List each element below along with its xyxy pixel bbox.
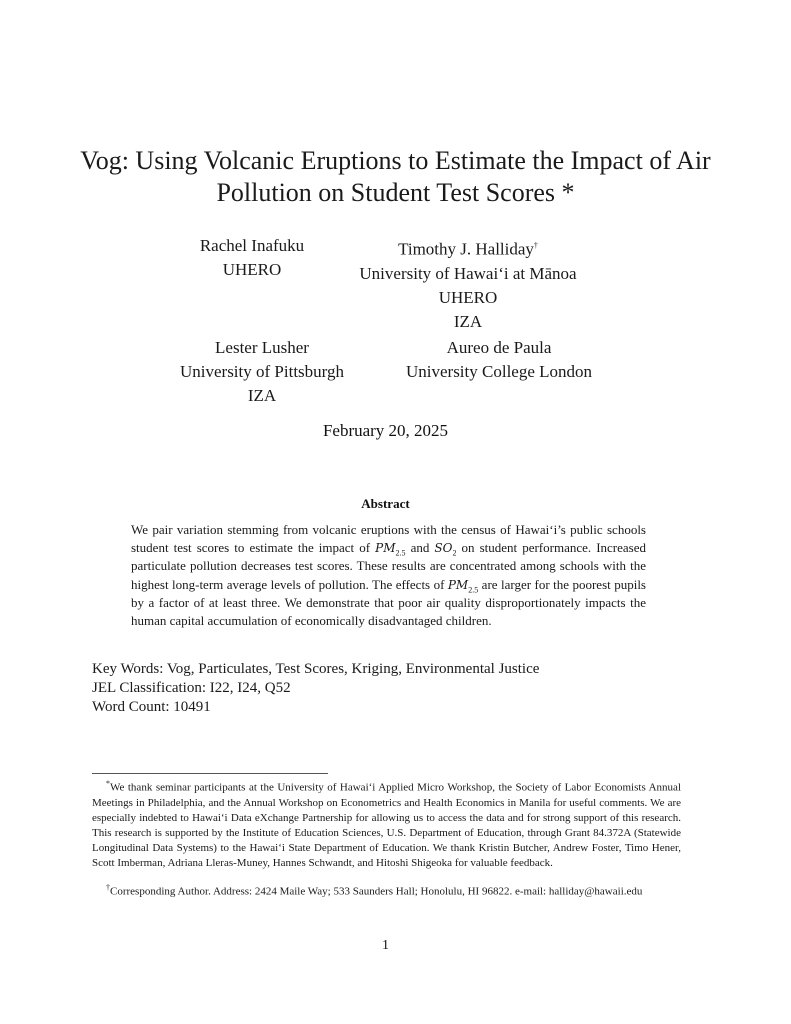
author-affiliation: IZA: [247, 386, 277, 405]
abstract-heading: Abstract: [361, 496, 410, 511]
abstract-body: We pair variation stemming from volcanic eruptions with the census of Hawai‘i’s public schools student test scores to estimate the impact of $PM_{2.5}$ and $SO_2$ on student performance. Increased particulate pollution decreases test scores. These results are concentrated among schools with the highest long-term average levels of pollution. The effects of $PM_{2.5}$ are larger for the poorest pupils by a factor of at least three. We demonstrate that poor air quality disproportionately impacts the human capital accumulation of economically disadvantaged children.: [131, 522, 647, 629]
author-name: Timothy J. Halliday: [398, 239, 534, 259]
page-number: 1: [382, 938, 389, 953]
corresponding-author-mark: †: [533, 241, 538, 250]
author-affiliation: University of Pittsburgh: [179, 362, 345, 381]
paper-title: Vog: Using Volcanic Eruptions to Estimate the Impact of Air Pollution on Student Test Scores *: [80, 146, 711, 207]
author-name: Lester Lusher: [215, 338, 309, 357]
footnote-corresponding-author: †Corresponding Author. Address: 2424 Maile Way; 533 Saunders Hall; Honolulu, HI 96822. e-mail: halliday@hawaii.edu: [106, 883, 643, 898]
paper-date: February 20, 2025: [322, 421, 449, 440]
author-affiliation: University of Hawai‘i at Mānoa: [359, 263, 577, 283]
footnote-acknowledgements: *We thank seminar participants at the University of Hawai‘i Applied Micro Workshop, the Society of Labor Economists Annual Meetings in Philadelphia, and the Annual Workshop on Econometrics and Health Economics in Manila for useful comments. We are especially indebted to Hawai‘i Data eXchange Partnership for allowing us to access the data and for strong support of this research. This research is supported by the Institute of Education Sciences, U.S. Department of Education, through Grant 84.372A (Statewide Longitudinal Data Systems) to the Hawai‘i State Department of Education. We thank Kristin Butcher, Andrew Foster, Timo Hener, Scott Imberman, Adriana Lleras-Muney, Hannes Schwandt, and Hitoshi Shigeoka for valuable feedback.: [92, 779, 681, 869]
author-affiliation: University College London: [405, 362, 593, 381]
author-block-inafuku: [162, 234, 342, 282]
author-block-lusher: [157, 336, 367, 408]
author-affiliation: IZA: [453, 311, 483, 331]
word-count: Word Count: 10491: [92, 699, 211, 715]
author-name: Rachel Inafuku: [199, 236, 305, 255]
paper-metadata: [92, 660, 539, 717]
footnote-rule: [92, 773, 328, 774]
key-words: Key Words: Vog, Particulates, Test Scores, Kriging, Environmental Justice: [92, 661, 540, 677]
author-affiliation: UHERO: [222, 260, 282, 279]
author-block-halliday: [338, 234, 598, 334]
author-affiliation: UHERO: [438, 287, 498, 307]
jel-classification: JEL Classification: I22, I24, Q52: [92, 680, 291, 696]
author-name: Aureo de Paula: [446, 338, 552, 357]
author-block-depaula: [384, 336, 614, 384]
